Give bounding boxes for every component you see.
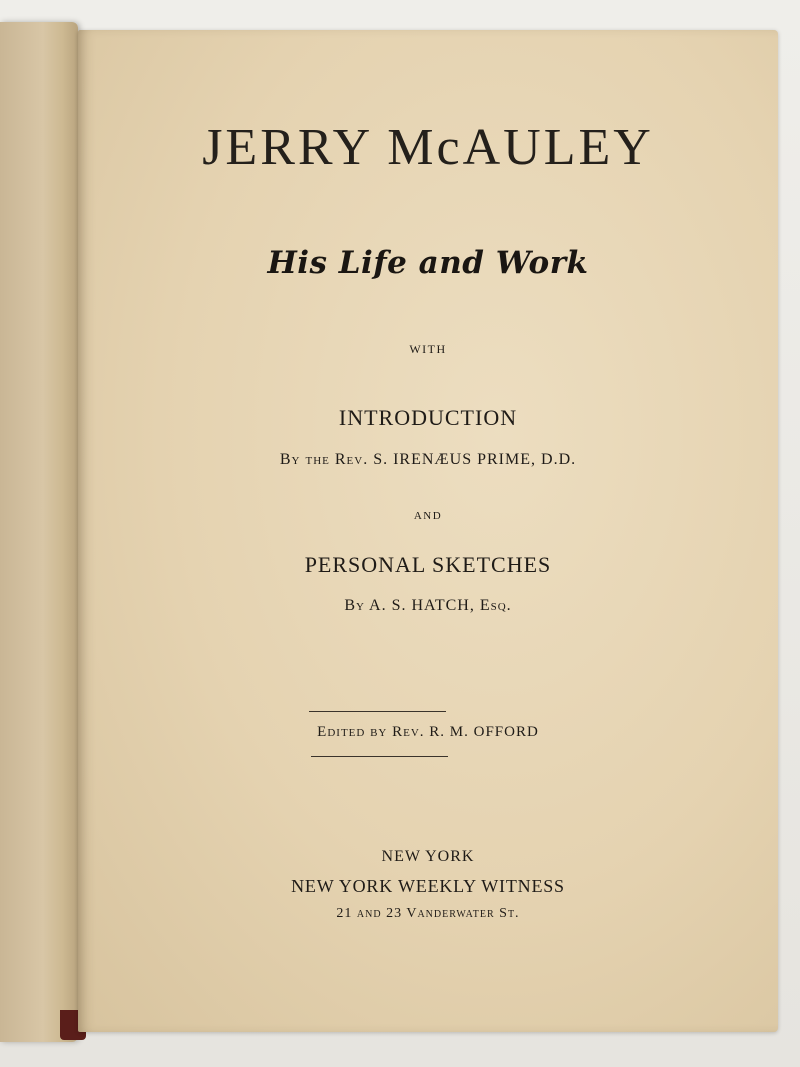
imprint-address: 21 and 23 Vanderwater St. [336, 906, 520, 921]
with-label: WITH [409, 342, 447, 356]
imprint-publisher: NEW YORK WEEKLY WITNESS [291, 876, 565, 896]
title-page [78, 30, 778, 1032]
book-subtitle: His Life and Work [267, 245, 589, 281]
introduction-byline: By the Rev. S. IRENÆUS PRIME, D.D. [279, 451, 577, 468]
editor-line: Edited by Rev. R. M. OFFORD [317, 724, 539, 740]
left-page-edge [0, 22, 78, 1042]
rule-below-editor [311, 756, 448, 757]
book-title: JERRY McAULEY [202, 119, 654, 176]
sketches-byline: By A. S. HATCH, Esq. [344, 597, 512, 614]
sketches-heading: PERSONAL SKETCHES [304, 552, 552, 577]
imprint-city: NEW YORK [381, 848, 475, 865]
and-label: AND [413, 510, 443, 522]
rule-above-editor [309, 711, 446, 712]
introduction-heading: INTRODUCTION [338, 405, 518, 430]
